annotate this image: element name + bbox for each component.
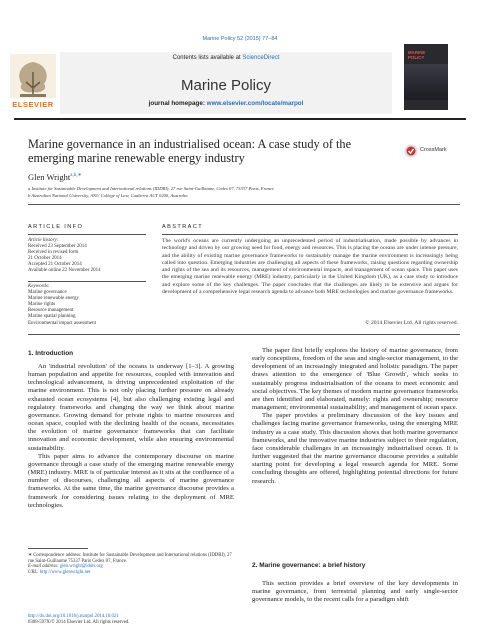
- keyword-item: Marine renewable energy: [28, 296, 79, 302]
- history-label: Article history:: [28, 238, 59, 243]
- section-2-body: [252, 580, 458, 604]
- affiliation-b: b Australian National University, ANU College of Law, Canberra ACT 0200, Australia: [28, 193, 188, 198]
- author-line: [28, 172, 82, 182]
- keyword-item: Resource management: [28, 308, 74, 314]
- sciencedirect-link[interactable]: ScienceDirect: [242, 55, 280, 61]
- footnote-rule: [28, 548, 88, 549]
- keywords: [28, 284, 148, 327]
- cover-line-1: MARINE: [408, 50, 426, 55]
- issn-line: 0308-597X/© 2014 Elsevier Ltd. All rights reserved.: [28, 619, 130, 625]
- journal-cover: [404, 44, 448, 110]
- crossmark-label: CrossMark: [420, 147, 447, 153]
- journal-title: Marine Policy: [180, 77, 272, 94]
- section-2-paragraph: This section provides a brief overview of the key developments in marine governance, from terrestrial planning and early single-sector governance models, to the recent calls for a paradigm shift: [252, 580, 458, 604]
- journal-homepage: [60, 100, 392, 107]
- crossmark-icon: [404, 144, 418, 158]
- affiliation-a: a Institute for Sustainable Development and International relations (IDDRI), 27 rue Saint-Guillaume, Cedex 07, 75337 Paris, France: [28, 186, 275, 191]
- affiliation-rule: [28, 204, 460, 205]
- contents-prefix: Contents lists available at: [172, 55, 243, 61]
- intro-body: [28, 363, 234, 510]
- doi-block: [28, 614, 248, 625]
- keywords-rule: [28, 281, 146, 282]
- section-2-heading: 2. Marine governance: a brief history: [252, 562, 366, 569]
- correspondence-note: ∗ Correspondence address: Institute for Sustainable Development and International relations (IDDRI), 27 rue Saint-Guillaume 75337 Paris Cedex 07, France.: [28, 553, 232, 564]
- abstract-text: The world's oceans are currently undergoing an unprecedented period of industrialisation, made possible by advances in technology and driven by our growing need for food, energy and resources. This is placing the oceans are under intense pressure, and the ability of existing marine governance frameworks to sustainably manage the marine environment is increasingly being called into question. Emerging industries are challenging all aspects of these frameworks, raising questions regarding ownership and rights of the sea and its resources, management of environmental impacts, and management of ocean space. This paper uses the emerging marine renewable energy (MRE) industry, particularly in the United Kingdom (UK), as a case study to introduce and explore some of the key challenges. The paper concludes that the challenges are likely to be extensive and argues for development of a comprehensive legal research agenda to advance both MRE technologies and marine governance frameworks.: [162, 238, 458, 295]
- abstract-copyright: © 2014 Elsevier Ltd. All rights reserved.: [365, 320, 458, 326]
- homepage-link[interactable]: www.elsevier.com/locate/marpol: [206, 100, 304, 107]
- homepage-label: journal homepage:: [148, 100, 207, 107]
- history-item: Received 23 September 2014: [28, 244, 87, 250]
- doi-link[interactable]: http://dx.doi.org/10.1016/j.marpol.2014.10.021: [28, 614, 119, 619]
- url-line: [28, 570, 234, 576]
- email-link[interactable]: glen.wright@iddri.org: [59, 564, 103, 570]
- keywords-label: Keywords:: [28, 284, 50, 289]
- keyword-item: Marine governance: [28, 290, 67, 296]
- abstract-rule: [162, 234, 458, 235]
- section-1-heading: 1. Introduction: [28, 350, 74, 357]
- article-history: [28, 238, 148, 275]
- keyword-item: Marine spatial planning: [28, 314, 76, 320]
- publisher-name: ELSEVIER: [12, 100, 54, 109]
- header-rule: [14, 118, 466, 120]
- cover-image: [404, 64, 448, 100]
- right-paragraph-2: The paper provides a preliminary discussion of the key issues and challenges facing marine governance frameworks, using the emerging MRE industry as a case study. This discussion shows that both marine governance frameworks, and the innovative marine industries subject to their regulation, face considerable challenges in an increasingly industrialised ocean. It is further suggested that the marine governance discourse provides a suitable starting point for developing a legal research agenda for MRE. Some concluding thoughts are offered, highlighting potential directions for future research.: [252, 412, 458, 485]
- cover-title: [408, 50, 425, 60]
- intro-paragraph-1: An 'industrial revolution' of the oceans is underway [1–3]. A growing human population and appetite for resources, coupled with innovation and technological advancement, is driving unprecedented exploitation of the marine environment. This is not only placing further pressure on already exhausted ocean ecosystems [4], but also challenging existing legal and regulatory frameworks and changing the way we think about marine governance. Growing demand for private rights to marine resources and ocean space, coupled with the declining health of the oceans, necessitates the evolution of marine governance frameworks that can facilitate innovation and economic development, while also ensuring environmental sustainability.: [28, 363, 234, 452]
- url-label: URL:: [28, 569, 40, 575]
- history-item: 21 October 2014: [28, 256, 62, 262]
- right-column-body: [252, 347, 458, 486]
- right-paragraph-1: The paper first briefly explores the history of marine governance, from early conceptions, freedom of the seas and single-sector management, to the development of an increasingly integrated and holistic paradigm. The paper draws attention to the emergence of 'Blue Growth', which seeks to sustainably progress industrialisation of the oceans to meet economic and social objectives. The key themes of modern marine governance frameworks are then identified and elaborated, namely: rights and ownership; resource management; environmental sustainability; and management of ocean space.: [252, 347, 458, 412]
- abstract-heading: ABSTRACT: [162, 224, 204, 230]
- cover-line-2: POLICY: [408, 55, 425, 60]
- author-name[interactable]: Glen Wright: [28, 172, 71, 182]
- abstract-bottom-rule: [28, 334, 460, 335]
- keyword-item: Marine rights: [28, 302, 56, 308]
- article-title: Marine governance in an industrialised ocean: A case study of the emerging marine renewable energy industry: [28, 137, 352, 165]
- author-marks[interactable]: a,b,∗: [70, 173, 82, 179]
- article-info-heading: ARTICLE INFO: [28, 224, 84, 230]
- footnote: [28, 553, 234, 575]
- url-link[interactable]: http://www.glenwright.net: [39, 569, 91, 575]
- history-item: Available online 22 November 2014: [28, 268, 101, 274]
- elsevier-logo: [8, 52, 58, 114]
- history-item: Accepted 21 October 2014: [28, 262, 82, 268]
- intro-paragraph-2: This paper aims to advance the contemporary discourse on marine governance through a case study of the emerging marine renewable energy (MRE) industry. MRE is of particular interest as it sits at the confluence of a number of discourses, challenging all aspects of marine governance frameworks. At the same time, the marine governance discourse provides a framework for considering issues relating to the deployment of MRE technologies.: [28, 452, 234, 509]
- history-item: Received in revised form: [28, 250, 79, 256]
- contents-available: [60, 55, 392, 61]
- crossmark-badge[interactable]: [404, 143, 464, 159]
- article-info-rule: [28, 234, 146, 235]
- keyword-item: Environmental impact assessment: [28, 320, 97, 326]
- email-label: E-mail address:: [28, 564, 60, 570]
- journal-reference[interactable]: Marine Policy 52 (2015) 77–84: [202, 36, 278, 42]
